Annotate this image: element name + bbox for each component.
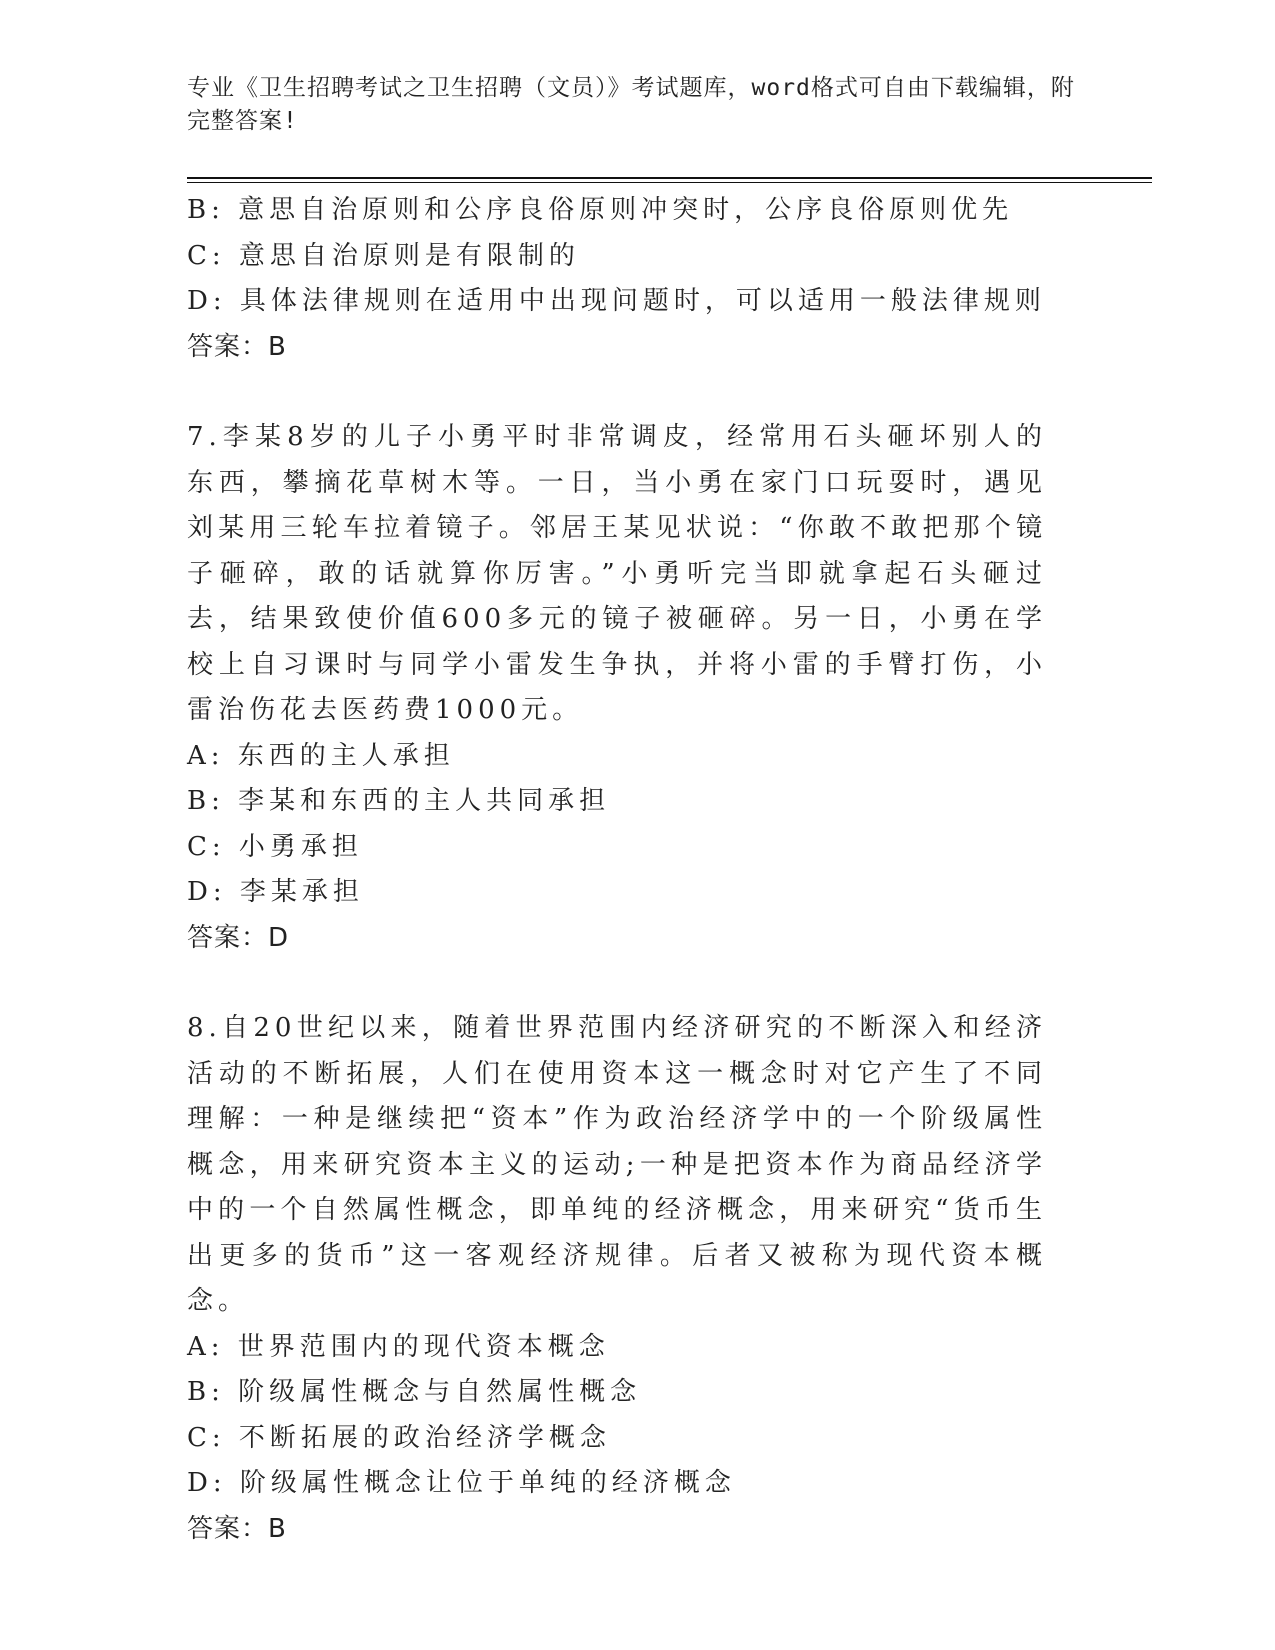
option-b: B: 李某和东西的主人共同承担 — [187, 786, 611, 816]
answer-line: 答案：B — [187, 1513, 287, 1544]
page-header: 专业《卫生招聘考试之卫生招聘（文员）》考试题库，word格式可自由下载编辑，附完整答案! — [187, 75, 1075, 134]
option-a: A: 世界范围内的现代资本概念 — [187, 1331, 610, 1362]
option-d: D: 具体法律规则在适用中出现问题时，可以适用一般法律规则 — [187, 286, 1046, 316]
question-7 — [187, 415, 1067, 961]
answer-line: 答案：D — [187, 922, 290, 953]
previous-question-tail — [187, 188, 1067, 370]
option-b: B: 阶级属性概念与自然属性概念 — [187, 1377, 642, 1407]
option-b: B: 意思自治原则和公序良俗原则冲突时，公序良俗原则优先 — [187, 195, 1014, 225]
header-divider — [187, 177, 1152, 179]
question-stem: 8.自20世纪以来，随着世界范围内经济研究的不断深入和经济活动的不断拓展，人们在使用资本这一概念时对它产生了不同理解：一种是继续把“资本”作为政治经济学中的一个阶级属性概念，用来研究资本主义的运动;一种是把资本作为商品经济学中的一个自然属性概念，即单纯的经济概念，用来研究“货币生出更多的货币”这一客观经济规律。后者又被称为现代资本概念。 — [187, 1013, 1047, 1316]
document-body — [187, 188, 1067, 1552]
header-divider-thin — [187, 182, 1152, 183]
question-stem: 7.李某8岁的儿子小勇平时非常调皮，经常用石头砸坏别人的东西，攀摘花草树木等。一日，当小勇在家门口玩耍时，遇见刘某用三轮车拉着镜子。邻居王某见状说：“你敢不敢把那个镜子砸碎，敢的话就算你厉害。”小勇听完当即就拿起石头砸过去，结果致使价值600多元的镜子被砸碎。另一日，小勇在学校上自习课时与同学小雷发生争执，并将小雷的手臂打伤，小雷治伤花去医药费1000元。 — [187, 422, 1047, 725]
question-8 — [187, 1006, 1067, 1552]
option-d: D: 阶级属性概念让位于单纯的经济概念 — [187, 1468, 736, 1498]
option-d: D: 李某承担 — [187, 877, 364, 907]
answer-line: 答案：B — [187, 331, 287, 362]
option-c: C: 小勇承担 — [187, 831, 363, 862]
option-a: A: 东西的主人承担 — [187, 740, 455, 771]
option-c: C: 不断拓展的政治经济学概念 — [187, 1422, 611, 1453]
option-c: C: 意思自治原则是有限制的 — [187, 240, 580, 271]
